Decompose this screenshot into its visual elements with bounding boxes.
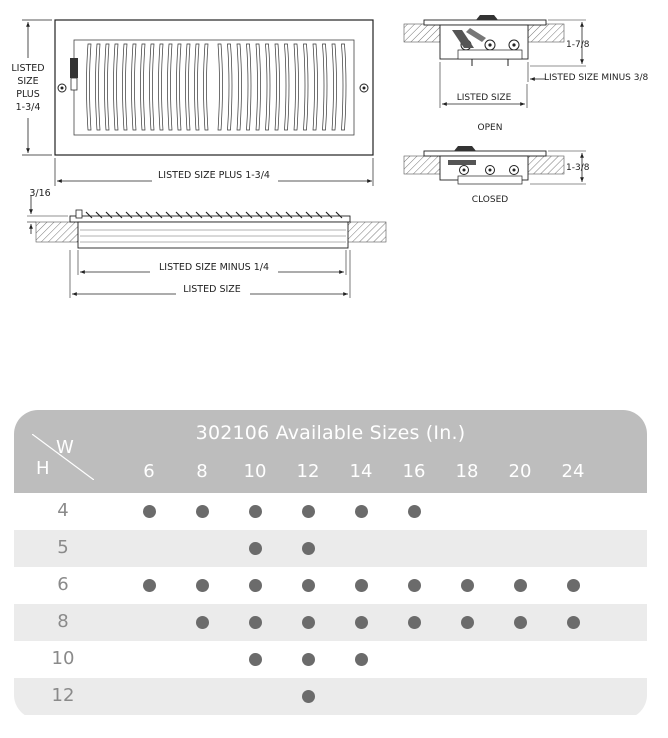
table-row [14, 678, 647, 715]
face-plate [70, 216, 350, 222]
front-height-label-3: PLUS [16, 89, 40, 100]
available-dot-icon [302, 690, 315, 703]
open-caption: OPEN [477, 123, 503, 133]
available-dot-icon [143, 579, 156, 592]
listed-size-label: LISTED SIZE [183, 284, 241, 295]
closed-view [404, 146, 590, 205]
width-col-20: 20 [508, 461, 532, 482]
damper-lever-icon [70, 58, 78, 90]
row-height-label: 10 [51, 648, 75, 669]
closed-depth-label: 1-3/8 [566, 163, 590, 173]
row-height-label: 12 [51, 685, 75, 706]
available-dot-icon [302, 653, 315, 666]
table-row [14, 493, 647, 530]
table-row [14, 604, 647, 641]
available-dot-icon [355, 579, 368, 592]
available-dot-icon [514, 579, 527, 592]
available-dot-icon [302, 579, 315, 592]
open-view [404, 15, 649, 133]
available-dot-icon [461, 579, 474, 592]
available-dot-icon [302, 542, 315, 555]
width-col-18: 18 [455, 461, 479, 482]
available-dot-icon [408, 505, 421, 518]
available-dot-icon [461, 616, 474, 629]
corner-height-label: H [36, 458, 50, 479]
table-title: 302106 Available Sizes (In.) [195, 422, 466, 444]
row-height-label: 5 [57, 537, 69, 558]
available-dot-icon [567, 616, 580, 629]
available-dot-icon [143, 505, 156, 518]
front-height-label-2: SIZE [17, 76, 39, 87]
available-dot-icon [302, 505, 315, 518]
open-listed-label: LISTED SIZE [456, 93, 512, 103]
width-col-14: 14 [349, 461, 373, 482]
width-col-10: 10 [243, 461, 267, 482]
available-dot-icon [249, 542, 262, 555]
available-dot-icon [249, 616, 262, 629]
available-dot-icon [514, 616, 527, 629]
available-dot-icon [249, 653, 262, 666]
width-col-24: 24 [561, 461, 585, 482]
table-row [14, 567, 647, 604]
available-dot-icon [196, 616, 209, 629]
screw-icon [360, 84, 368, 92]
side-section-view [27, 188, 386, 298]
table-row [14, 530, 647, 567]
table-row [14, 641, 647, 678]
screw-icon [58, 84, 66, 92]
table-header [14, 410, 647, 493]
width-col-12: 12 [296, 461, 320, 482]
available-dot-icon [249, 579, 262, 592]
front-view [11, 20, 373, 186]
available-dot-icon [567, 579, 580, 592]
available-dot-icon [249, 505, 262, 518]
face-thickness-label: 3/16 [29, 188, 51, 199]
available-dot-icon [355, 616, 368, 629]
available-dot-icon [355, 653, 368, 666]
available-dot-icon [408, 616, 421, 629]
available-dot-icon [196, 579, 209, 592]
front-width-label: LISTED SIZE PLUS 1-3/4 [158, 170, 270, 181]
closed-caption: CLOSED [471, 195, 509, 205]
available-dot-icon [302, 616, 315, 629]
front-height-label-1: LISTED [11, 63, 45, 74]
width-col-8: 8 [196, 461, 208, 482]
front-height-label-4: 1-3/4 [15, 102, 41, 113]
inner-width-label: LISTED SIZE MINUS 1/4 [158, 262, 270, 273]
row-height-label: 8 [57, 611, 69, 632]
available-dot-icon [355, 505, 368, 518]
open-depth-label: 1-7/8 [566, 40, 590, 50]
corner-width-label: W [56, 437, 74, 458]
row-height-label: 4 [57, 500, 69, 521]
width-col-6: 6 [143, 461, 155, 482]
available-dot-icon [408, 579, 421, 592]
row-height-label: 6 [57, 574, 69, 595]
available-dot-icon [196, 505, 209, 518]
size-availability-table [14, 410, 647, 719]
width-col-16: 16 [402, 461, 426, 482]
open-listed-minus-label: LISTED SIZE MINUS 3/8 [544, 73, 649, 83]
